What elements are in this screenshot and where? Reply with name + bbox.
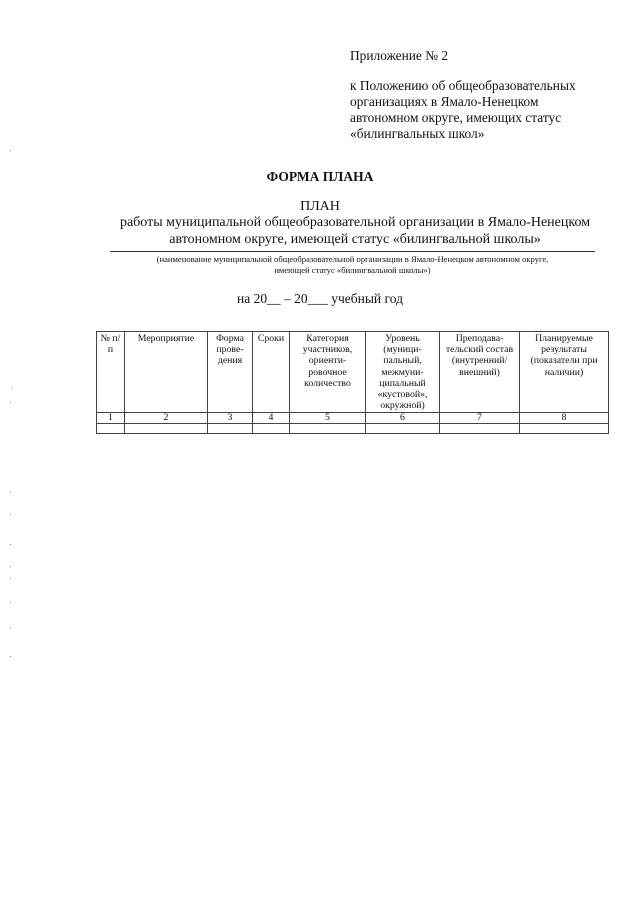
appendix-number: Приложение № 2 <box>350 48 449 63</box>
school-year: на 20__ – 20___ учебный год <box>237 291 403 306</box>
scan-speck <box>11 388 12 389</box>
scan-speck <box>10 402 11 403</box>
empty-cell <box>208 424 253 434</box>
empty-cell <box>520 424 609 434</box>
appendix-block <box>350 48 620 142</box>
scan-speck <box>10 544 11 545</box>
plan-subtitle-line-1: работы муниципальной общеобразовательной организации в Ямало-Ненецком <box>119 215 591 230</box>
appendix-line-4: «билингвальных школ» <box>350 126 485 141</box>
number-cell: 7 <box>440 413 520 424</box>
empty-cell <box>290 424 366 434</box>
empty-cell <box>366 424 440 434</box>
number-cell: 1 <box>97 413 125 424</box>
scan-speck <box>10 566 11 567</box>
caption-line-1: (наименование муниципальной общеобразовательной организации в Ямало-Ненецком автономном округе, <box>156 254 549 264</box>
organization-name-line <box>110 251 595 252</box>
header-cell-teaching-staff: Преподава-тельский состав (внутренний/ внешний) <box>440 332 520 413</box>
number-cell: 5 <box>290 413 366 424</box>
number-cell: 6 <box>366 413 440 424</box>
number-cell: 2 <box>125 413 208 424</box>
appendix-line-3: автономном округе, имеющих статус <box>350 110 562 125</box>
number-cell: 3 <box>208 413 253 424</box>
scan-speck <box>10 514 11 515</box>
header-cell-number: № п/п <box>97 332 125 413</box>
header-cell-planned-results: Планируемые результаты (показатели при наличии) <box>520 332 609 413</box>
empty-cell <box>125 424 208 434</box>
header-cell-participants: Категория участников, ориенти-ровочное количество <box>290 332 366 413</box>
table-header-row <box>97 332 609 413</box>
scan-speck <box>10 150 11 151</box>
empty-cell <box>440 424 520 434</box>
organization-name-caption <box>100 254 605 276</box>
caption-line-2: имеющей статус «билингвальной школы») <box>274 265 431 275</box>
scan-speck <box>10 602 11 603</box>
number-cell: 4 <box>253 413 290 424</box>
plan-table <box>96 331 609 434</box>
scan-speck <box>10 492 11 493</box>
empty-cell <box>97 424 125 434</box>
empty-cell <box>253 424 290 434</box>
scan-speck <box>10 627 11 628</box>
plan-title: ПЛАН <box>300 199 340 214</box>
header-cell-level: Уровень (муници-пальный, межмуни-ципальный «кустовой», окружной) <box>366 332 440 413</box>
scan-speck <box>10 656 11 657</box>
header-cell-form: Форма прове-дения <box>208 332 253 413</box>
table-empty-row <box>97 424 609 434</box>
header-cell-dates: Сроки <box>253 332 290 413</box>
appendix-line-1: к Положению об общеобразовательных <box>350 78 576 93</box>
form-title: ФОРМА ПЛАНА <box>266 169 374 184</box>
table-number-row <box>97 413 609 424</box>
number-cell: 8 <box>520 413 609 424</box>
plan-subtitle-line-2: автономном округе, имеющей статус «билингвальной школы» <box>169 232 541 247</box>
plan-subtitle <box>95 214 615 248</box>
header-cell-event: Мероприятие <box>125 332 208 413</box>
appendix-line-2: организациях в Ямало-Ненецком <box>350 94 539 109</box>
scan-speck <box>10 578 11 579</box>
